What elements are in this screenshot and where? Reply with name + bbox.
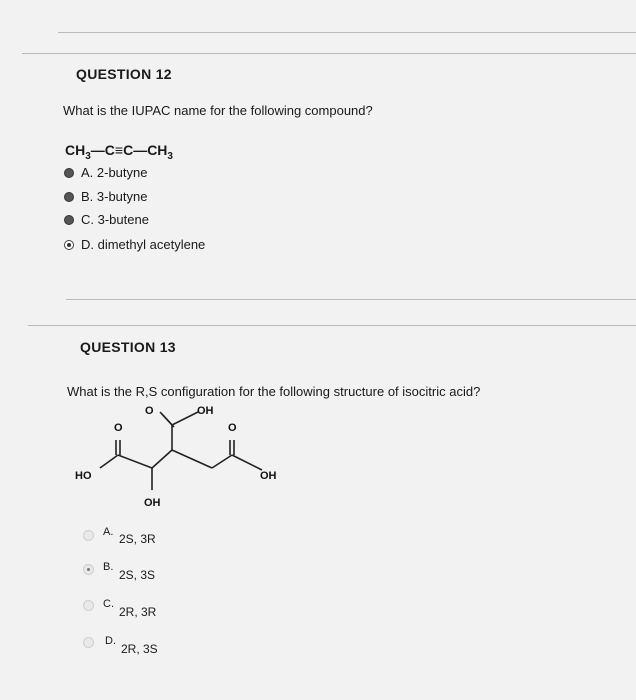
question-13-text: What is the R,S configuration for the following structure of isocitric acid? <box>67 384 481 399</box>
atom-o-top: O <box>145 405 154 417</box>
atom-oh-bottom: OH <box>144 497 161 509</box>
question-12-text: What is the IUPAC name for the following compound? <box>63 103 373 118</box>
q13-option-a-letter: A. <box>103 526 114 538</box>
q13-option-c-label[interactable]: 2R, 3R <box>119 605 157 619</box>
radio-icon[interactable] <box>64 192 74 202</box>
q12-option-c[interactable] <box>64 212 149 227</box>
q12-option-a-label: A. 2-butyne <box>81 165 148 180</box>
q12-option-b[interactable] <box>64 189 148 204</box>
q13-option-a-label[interactable]: 2S, 3R <box>119 532 156 546</box>
q13-option-d-radio[interactable] <box>83 637 94 648</box>
atom-oh-top: OH <box>197 405 214 417</box>
radio-selected-icon[interactable] <box>64 240 74 250</box>
q13-option-c-letter: C. <box>103 598 114 610</box>
atom-oh-right: OH <box>260 470 277 482</box>
top-divider <box>58 32 636 33</box>
mid-divider-2 <box>28 325 636 326</box>
q12-option-d[interactable] <box>64 237 205 252</box>
atom-o-left: O <box>114 422 123 434</box>
radio-icon[interactable] <box>64 168 74 178</box>
q13-option-b-letter: B. <box>103 561 114 573</box>
question-12-title: QUESTION 12 <box>76 66 172 82</box>
top-divider-2 <box>22 53 636 54</box>
atom-ho-left: HO <box>75 470 92 482</box>
q13-option-d-letter: D. <box>105 635 116 647</box>
q13-option-b-label[interactable]: 2S, 3S <box>119 568 156 582</box>
radio-icon[interactable] <box>64 215 74 225</box>
compound-formula: $CH_3—C\equiv C—CH_3$ <box>65 142 173 162</box>
atom-o-right: O <box>228 422 237 434</box>
formula-ch3-right: $CH_3$ <box>147 142 173 162</box>
q12-option-c-label: C. 3-butene <box>81 212 149 227</box>
q12-option-b-label: B. 3-butyne <box>81 189 148 204</box>
q13-option-a-radio[interactable] <box>83 530 94 541</box>
mid-divider <box>66 299 636 300</box>
question-13-title: QUESTION 13 <box>80 339 176 355</box>
q13-option-d-label[interactable]: 2R, 3S <box>121 642 158 656</box>
q12-option-d-label: D. dimethyl acetylene <box>81 237 206 252</box>
formula-ch3-left: $CH_3$ <box>65 142 91 162</box>
q13-option-b-radio[interactable] <box>83 564 94 575</box>
q12-option-a[interactable] <box>64 165 148 180</box>
formula-triple-bond: C≡C <box>104 142 134 158</box>
q13-option-c-radio[interactable] <box>83 600 94 611</box>
